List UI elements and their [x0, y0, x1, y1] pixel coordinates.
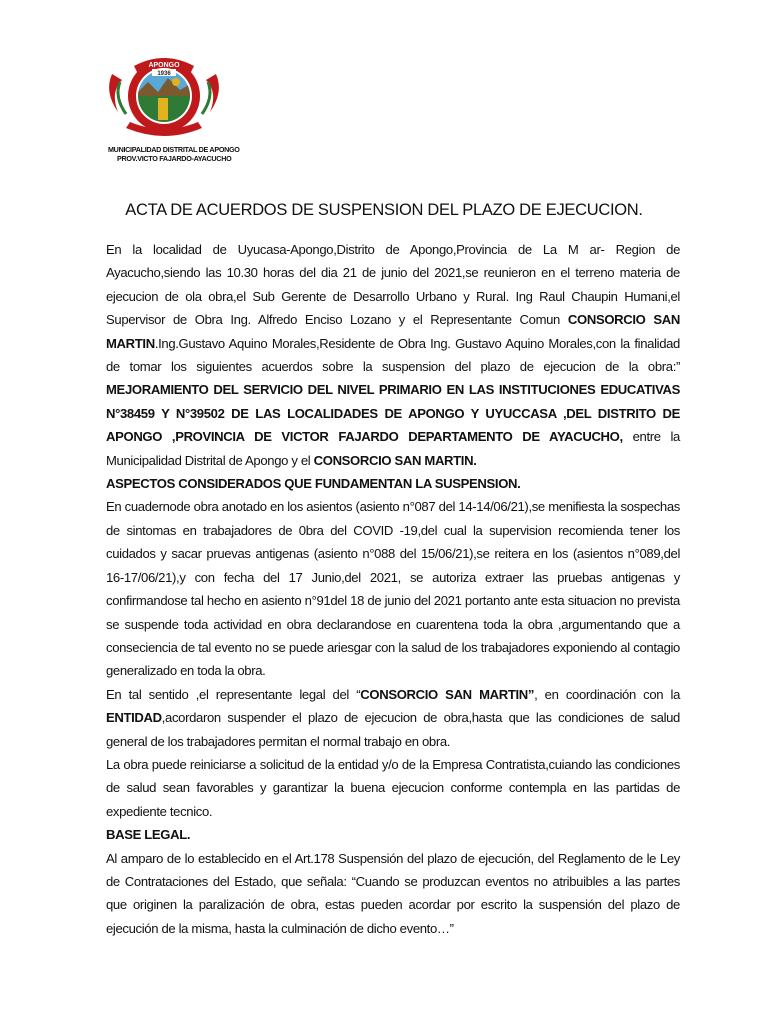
- logo-year-text: 1936: [157, 71, 171, 77]
- intro-text-1: En la localidad de Uyucasa-Apongo,Distrito de Apongo,Provincia de La M ar- Region de Ayacucho,siendo las 10.30 horas del dia 21 de junio del 2021,se reunieron en el terreno materia de ejecucion de ola obra,el Sub Gerente de Desarrollo Urbano y Rural. Ing Raul Chaupin Humani,el Supervisor de Obra Ing. Alfredo Enciso Lozano y el Representante Comun: [106, 242, 680, 328]
- consortium-name: CONSORCIO SAN MARTIN: [106, 312, 681, 351]
- intro-paragraph: [106, 238, 680, 472]
- municipality-province: PROV.VICTO FAJARDO-AYACUCHO: [117, 153, 232, 163]
- consortium-name-2: CONSORCIO SAN MARTIN.: [313, 452, 477, 468]
- intro-text-3: entre la Municipalidad Distrital de Apongo y el: [106, 429, 680, 468]
- section-heading-aspectos: ASPECTOS CONSIDERADOS QUE FUNDAMENTAN LA SUSPENSION.: [106, 476, 521, 492]
- logo-ribbon-text: APONGO: [148, 62, 180, 69]
- project-name: MEJORAMIENTO DEL SERVICIO DEL NIVEL PRIMARIO EN LAS INSTITUCIONES EDUCATIVAS N°38459 Y N°39502 DE LAS LOCALIDADES DE APONGO Y UYUCCASA ,DEL DISTRITO DE APONGO ,PROVINCIA DE VICTOR FAJARDO DEPARTAMENTO DE AYACUCHO,: [106, 382, 680, 445]
- cuaderno-paragraph: En cuadernode obra anotado en los asientos (asiento n°087 del 14-14/06/21),se menifiesta la sospechas de sintomas en trabajadores de 0bra del COVID -19,del cual la supervision recomienda tener los cuidados y sacar pruevas antigenas (asiento n°088 del 15/06/21),se reitera en los (asientos n°089,del 16-17/06/21),y con fecha del 17 Junio,del 2021, se autoriza extraer las pruebas antigenas y confirmandose tal hecho en asiento n°91del 18 de junio del 2021 portanto ante esta situacion no prevista se suspende toda actividad en obra declarandose en cuarentena toda la obra ,argumentando que a conseciencia de tal evento no se puede ariesgar con la salud de los trabajadores exponiendo al contagio generalizado en toda la obra.: [106, 499, 680, 679]
- base-legal-paragraph: Al amparo de lo establecido en el Art.178 Suspensión del plazo de ejecución, del Reglamento de le Ley de Contrataciones del Estado, que señala: “Cuando se produzcan eventos no atribuibles a las partes que originen la paralización de obra, estas pueden acordar por escrito la suspensión del plazo de ejecución de la misma, hasta la culminación de dicho evento…”: [106, 850, 680, 936]
- municipal-coat-of-arms-icon: [104, 52, 224, 144]
- document-body: [106, 238, 680, 940]
- sentido-paragraph: [106, 683, 680, 753]
- sentido-entidad: ENTIDAD: [106, 710, 162, 726]
- municipality-caption: [108, 146, 258, 163]
- document-title: ACTA DE ACUERDOS DE SUSPENSION DEL PLAZO DE EJECUCION.: [125, 201, 643, 219]
- municipality-name: MUNICIPALIDAD DISTRITAL DE APONGO: [108, 145, 240, 154]
- sentido-consortium: CONSORCIO SAN MARTIN”: [360, 686, 535, 702]
- sentido-text-2: , en coordinación con la: [534, 686, 681, 702]
- section-heading-base-legal: BASE LEGAL.: [106, 827, 191, 843]
- sentido-text-1: En tal sentido ,el representante legal del “: [106, 686, 361, 702]
- reinicio-paragraph: La obra puede reiniciarse a solicitud de la entidad y/o de la Empresa Contratista,cuiando las condiciones de salud sean favorables y garantizar la buena ejecucion conforme contempla en las partidas de expediente tecnico.: [106, 756, 680, 819]
- sentido-text-3: ,acordaron suspender el plazo de ejecucion de obra,hasta que las condiciones de salud general de los trabajadores permitan el normal trabajo en obra.: [106, 710, 680, 749]
- intro-text-2: .Ing.Gustavo Aquino Morales,Residente de Obra Ing. Gustavo Aquino Morales,con la finalidad de tomar los siguientes acuerdos sobre la suspension del plazo de ejecucion de la obra:”: [106, 335, 680, 375]
